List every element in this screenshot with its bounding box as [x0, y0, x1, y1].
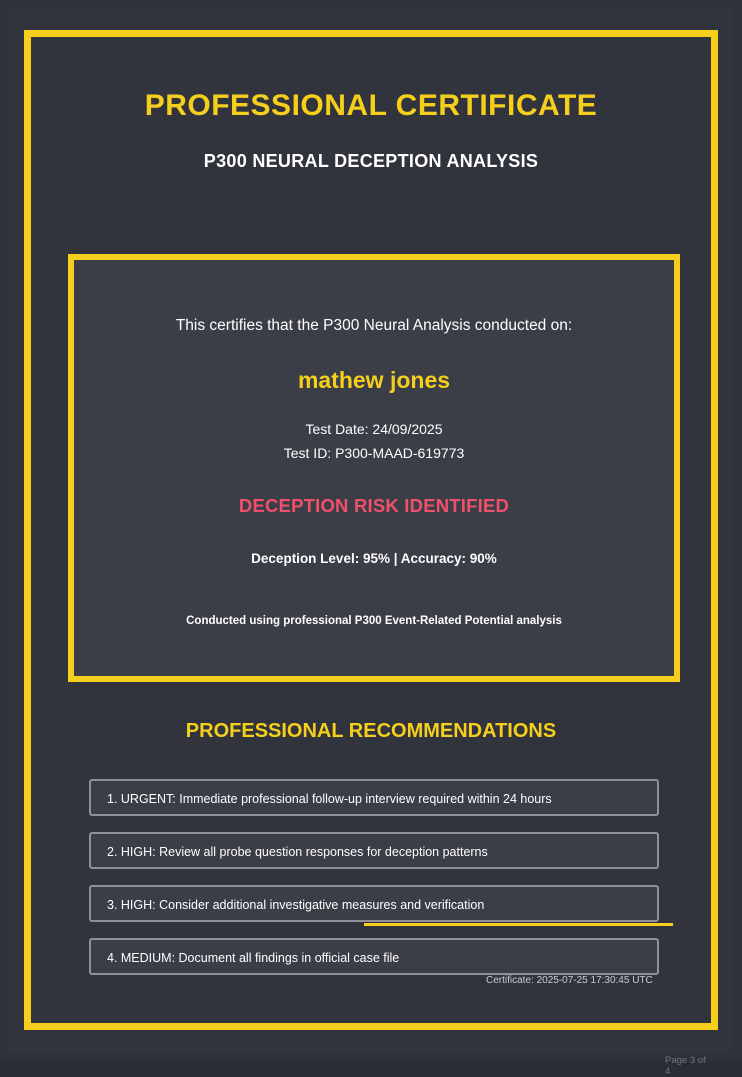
- certificate-border: [24, 30, 718, 1077]
- test-date: Test Date: 24/09/2025: [305, 421, 443, 437]
- test-id: Test ID: P300-MAAD-619773: [283, 445, 465, 461]
- list-item: 1. URGENT: Immediate professional follow-up interview required within 24 hours: [89, 779, 659, 816]
- certifies-text: This certifies that the P300 Neural Analysis conducted on:: [175, 317, 573, 334]
- page-subtitle: P300 NEURAL DECEPTION ANALYSIS: [203, 151, 539, 171]
- method-note: Conducted using professional P300 Event-Related Potential analysis: [186, 615, 562, 627]
- deception-accuracy-levels: Deception Level: 95% | Accuracy: 90%: [251, 551, 497, 566]
- status-badge: DECEPTION RISK IDENTIFIED: [238, 495, 510, 516]
- recommendations-list: [89, 779, 659, 991]
- list-item: 3. HIGH: Consider additional investigative measures and verification: [89, 885, 659, 922]
- certificate-timestamp: Certificate: 2025-07-25 17:30:45 UTC: [486, 975, 653, 986]
- list-item: 2. HIGH: Review all probe question responses for deception patterns: [89, 832, 659, 869]
- list-item: 4. MEDIUM: Document all findings in official case file: [89, 938, 659, 975]
- analysis-info-panel: [68, 254, 680, 682]
- recommendations-heading: PROFESSIONAL RECOMMENDATIONS: [185, 720, 557, 742]
- page-title: PROFESSIONAL CERTIFICATE: [144, 89, 598, 122]
- page-number: Page 3 of 4: [665, 1055, 706, 1077]
- subject-name: mathew jones: [297, 367, 451, 393]
- certificate-content: [31, 37, 711, 1077]
- accent-divider: [364, 923, 673, 926]
